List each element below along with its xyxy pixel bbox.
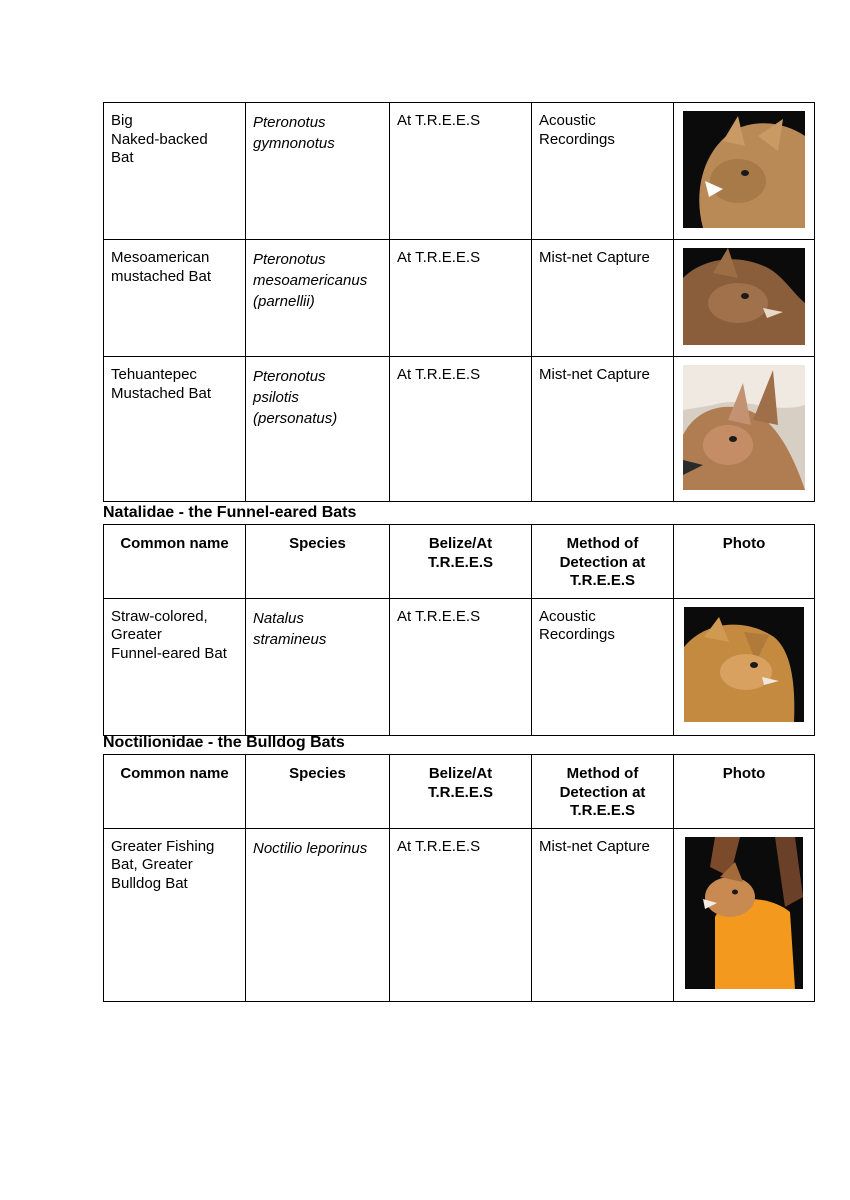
header-belize-at-trees: Belize/At T.R.E.E.S — [390, 755, 532, 829]
header-common-name: Common name — [104, 525, 246, 599]
species-cell: Pteronotus gymnonotus — [246, 103, 390, 240]
status-cell: At T.R.E.E.S — [390, 357, 532, 502]
photo-cell — [674, 598, 815, 735]
method-cell: Mist-net Capture — [532, 240, 674, 357]
method-cell: Mist-net Capture — [532, 828, 674, 1001]
table-header-row — [104, 525, 815, 599]
bat-photo-greater-bulldog — [685, 837, 803, 989]
species-cell: Pteronotus psilotis (personatus) — [246, 357, 390, 502]
common-name-cell: Straw-colored, Greater Funnel-eared Bat — [104, 598, 246, 735]
species-cell: Noctilio leporinus — [246, 828, 390, 1001]
header-belize-at-trees: Belize/At T.R.E.E.S — [390, 525, 532, 599]
natalidae-table — [103, 524, 815, 736]
status-cell: At T.R.E.E.S — [390, 103, 532, 240]
method-cell: Mist-net Capture — [532, 357, 674, 502]
bat-photo-big-naked-backed — [683, 111, 805, 228]
species-cell: Pteronotus mesoamericanus (parnellii) — [246, 240, 390, 357]
header-method-of-detection: Method of Detection at T.R.E.E.S — [532, 525, 674, 599]
table-row — [104, 598, 815, 735]
common-name-cell: Greater Fishing Bat, Greater Bulldog Bat — [104, 828, 246, 1001]
status-cell: At T.R.E.E.S — [390, 828, 532, 1001]
header-common-name: Common name — [104, 755, 246, 829]
pteronotus-table — [103, 102, 815, 502]
header-method-of-detection: Method of Detection at T.R.E.E.S — [532, 755, 674, 829]
photo-cell — [674, 357, 815, 502]
species-cell: Natalus stramineus — [246, 598, 390, 735]
table-header-row — [104, 755, 815, 829]
method-cell: Acoustic Recordings — [532, 598, 674, 735]
photo-cell — [674, 240, 815, 357]
bat-photo-straw-colored-funnel-eared — [684, 607, 804, 722]
section-title-noctilionidae: Noctilionidae - the Bulldog Bats — [103, 734, 345, 751]
photo-cell — [674, 103, 815, 240]
common-name-cell: Big Naked-backed Bat — [104, 103, 246, 240]
table-row — [104, 103, 815, 240]
header-species: Species — [246, 525, 390, 599]
bat-photo-mesoamerican-mustached — [683, 248, 805, 345]
table-row — [104, 357, 815, 502]
header-photo: Photo — [674, 755, 815, 829]
common-name-cell: Mesoamerican mustached Bat — [104, 240, 246, 357]
common-name-cell: Tehuantepec Mustached Bat — [104, 357, 246, 502]
method-cell: Acoustic Recordings — [532, 103, 674, 240]
table-row — [104, 240, 815, 357]
photo-cell — [674, 828, 815, 1001]
status-cell: At T.R.E.E.S — [390, 598, 532, 735]
header-photo: Photo — [674, 525, 815, 599]
status-cell: At T.R.E.E.S — [390, 240, 532, 357]
section-title-natalidae: Natalidae - the Funnel-eared Bats — [103, 504, 357, 521]
bat-photo-tehuantepec-mustached — [683, 365, 805, 490]
table-row — [104, 828, 815, 1001]
header-species: Species — [246, 755, 390, 829]
noctilionidae-table — [103, 754, 815, 1002]
